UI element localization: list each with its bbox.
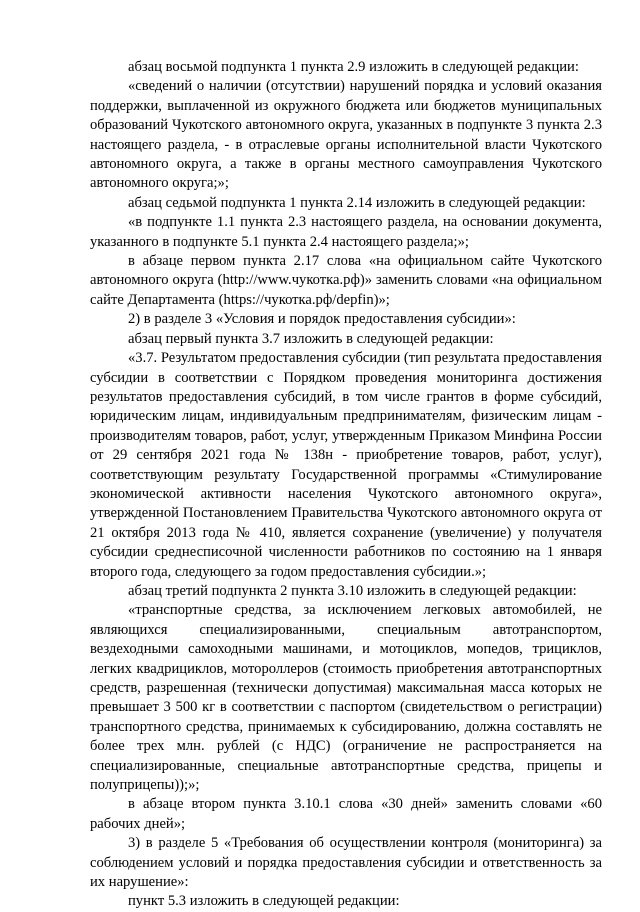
paragraph: 3) в разделе 5 «Требования об осуществлении контроля (мониторинга) за соблюдением условий и порядка предоставления субсидии и ответственность за их нарушение»: [90,835,602,891]
paragraph: абзац третий подпункта 2 пункта 3.10 изложить в следующей редакции: [128,582,577,599]
paragraph: пункт 5.3 изложить в следующей редакции: [128,893,400,910]
paragraph: «транспортные средства, за исключением легковых автомобилей, не являющихся специализированными, специальным автотранспортом, вездеходными самоходными машинами, и мотоциклов, мопедов, трициклов, легких квадрициклов, мотороллеров (стоимость приобретения автотранспортных средств, разрешенная (технически допустимая) максимальная масса которых не превышает 3 500 кг в соответствии с паспортом (свидетельством о регистрации) транспортного средства, принимаемых к субсидированию, должна составлять не более трех млн. рублей (с НДС) (ограничение не распространяется на специализированные, специальные автотранспортные средства, прицепы и полуприцепы));»; [90,602,602,794]
paragraph: абзац седьмой подпункта 1 пункта 2.14 изложить в следующей редакции: [128,194,586,211]
paragraph: абзац первый пункта 3.7 изложить в следующей редакции: [128,330,494,347]
paragraph: 2) в разделе 3 «Условия и порядок предоставления субсидии»: [128,311,516,328]
paragraph: в абзаце втором пункта 3.10.1 слова «30 дней» заменить словами «60 рабочих дней»; [90,796,602,832]
paragraph: «в подпункте 1.1 пункта 2.3 настоящего раздела, на основании документа, указанного в подпункте 5.1 пункта 2.4 настоящего раздела;»; [90,214,602,250]
paragraph: в абзаце первом пункта 2.17 слова «на официальном сайте Чукотского автономного округа (http://www.чукотка.рф)» заменить словами «на официальном сайте Департамента (https://чукотка.рф/depfin)»; [90,253,602,308]
document-body [90,58,602,912]
paragraph: «3.7. Результатом предоставления субсидии (тип результата предоставления субсидии в соответствии с Порядком проведения мониторинга достижения результатов предоставления субсидий, в том числе грантов в форме субсидий, юридическим лицам, индивидуальным предпринимателям, физическим лицам - производителям товаров, работ, услуг, утвержденным Приказом Минфина России от 29 сентября 2021 года № 138н - приобретение товаров, работ, услуг), соответствующим результату Государственной программы «Стимулирование экономической активности населения Чукотского автономного округа», утвержденной Постановлением Правительства Чукотского автономного округа от 21 октября 2013 года № 410, является сохранение (увеличение) у получателя субсидии среднесписочной численности работников по состоянию на 1 января второго года, следующего за годом предоставления субсидии.»; [90,350,602,580]
paragraph: «сведений о наличии (отсутствии) нарушений порядка и условий оказания поддержки, выплаченной из окружного бюджета или бюджетов муниципальных образований Чукотского автономного округа, указанных в подпункте 3 пункта 2.3 настоящего раздела, - в отраслевые органы исполнительной власти Чукотского автономного округа, а также в органы местного самоуправления Чукотского автономного округа;»; [90,78,602,192]
paragraph: абзац восьмой подпункта 1 пункта 2.9 изложить в следующей редакции: [128,59,579,75]
